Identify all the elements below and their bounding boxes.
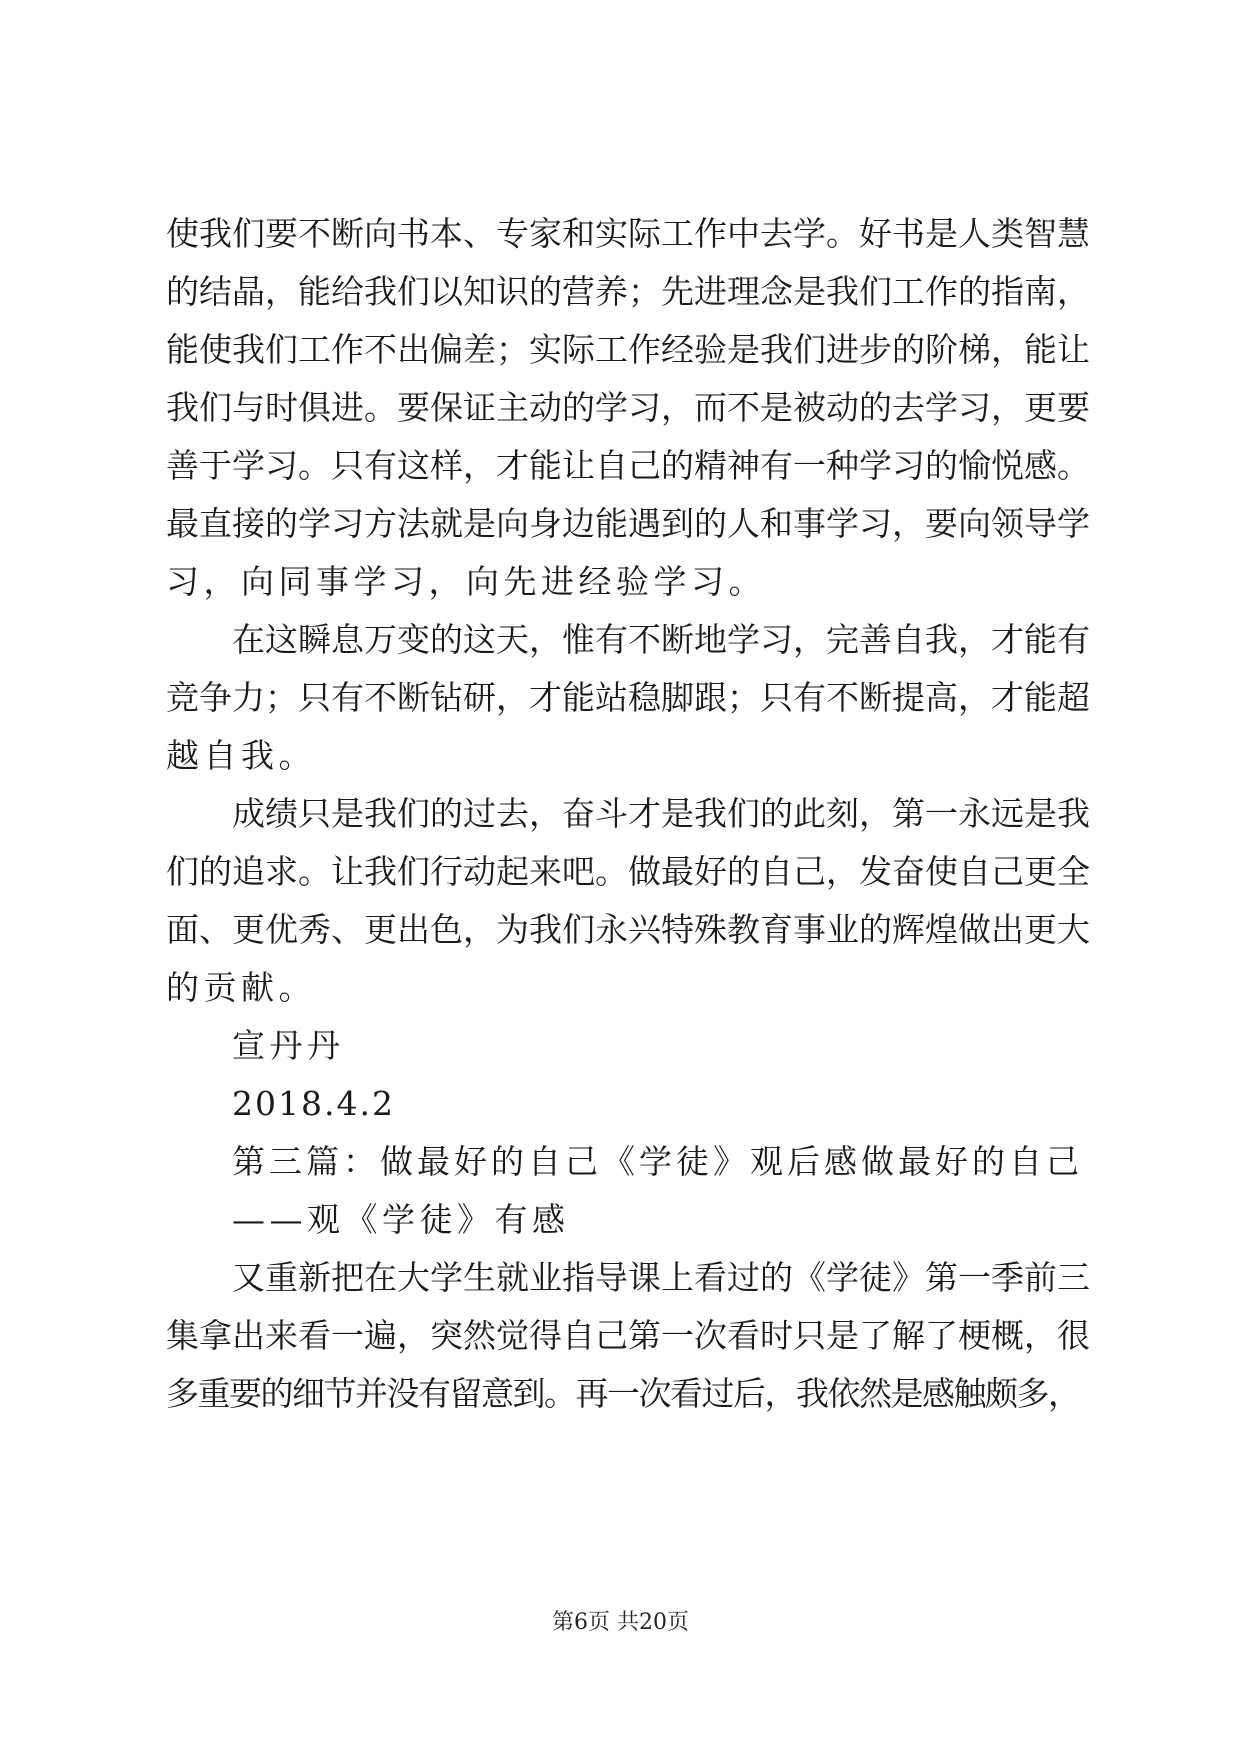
body-text-line: 们的追求。让我们行动起来吧。做最好的自己，发奋使自己更全 bbox=[166, 852, 1090, 891]
page-number-footer: 第6页 共20页 bbox=[552, 1610, 689, 1635]
body-text-line: 的结晶，能给我们以知识的营养；先进理念是我们工作的指南， bbox=[166, 272, 1090, 311]
body-text-line: 又重新把在大学生就业指导课上看过的《学徒》第一季前三 bbox=[232, 1258, 1090, 1297]
body-text-line: 面、更优秀、更出色，为我们永兴特殊教育事业的辉煌做出更大 bbox=[166, 910, 1090, 949]
body-text-line: 善于学习。只有这样，才能让自己的精神有一种学习的愉悦感。 bbox=[166, 446, 1090, 485]
body-text-line: 能使我们工作不出偏差；实际工作经验是我们进步的阶梯，能让 bbox=[166, 330, 1090, 369]
body-text-line: 竞争力；只有不断钻研，才能站稳脚跟；只有不断提高，才能超 bbox=[166, 678, 1090, 717]
body-text-line: 集拿出来看一遍，突然觉得自己第一次看时只是了解了梗概，很 bbox=[166, 1316, 1090, 1355]
section-title: 第三篇：做最好的自己《学徒》观后感做最好的自己 bbox=[232, 1142, 1083, 1181]
body-text-line: 我们与时俱进。要保证主动的学习，而不是被动的去学习，更要 bbox=[166, 388, 1090, 427]
body-text-line: 多重要的细节并没有留意到。再一次看过后，我依然是感触颇多， bbox=[166, 1374, 1080, 1413]
signature-name: 宣丹丹 bbox=[232, 1026, 345, 1065]
body-text-line: 最直接的学习方法就是向身边能遇到的人和事学习，要向领导学 bbox=[166, 504, 1090, 543]
body-text-line: 在这瞬息万变的这天，惟有不断地学习，完善自我，才能有 bbox=[232, 620, 1090, 659]
body-text-line: 越自我。 bbox=[166, 736, 316, 775]
body-text-line: 成绩只是我们的过去，奋斗才是我们的此刻，第一永远是我 bbox=[232, 794, 1090, 833]
body-text-line: 习，向同事学习，向先进经验学习。 bbox=[166, 562, 766, 601]
section-subtitle: ——观《学徒》有感 bbox=[232, 1200, 570, 1239]
body-text-line: 的贡献。 bbox=[166, 968, 316, 1007]
signature-date: 2018.4.2 bbox=[232, 1084, 395, 1123]
body-text-line: 使我们要不断向书本、专家和实际工作中去学。好书是人类智慧 bbox=[166, 214, 1090, 253]
